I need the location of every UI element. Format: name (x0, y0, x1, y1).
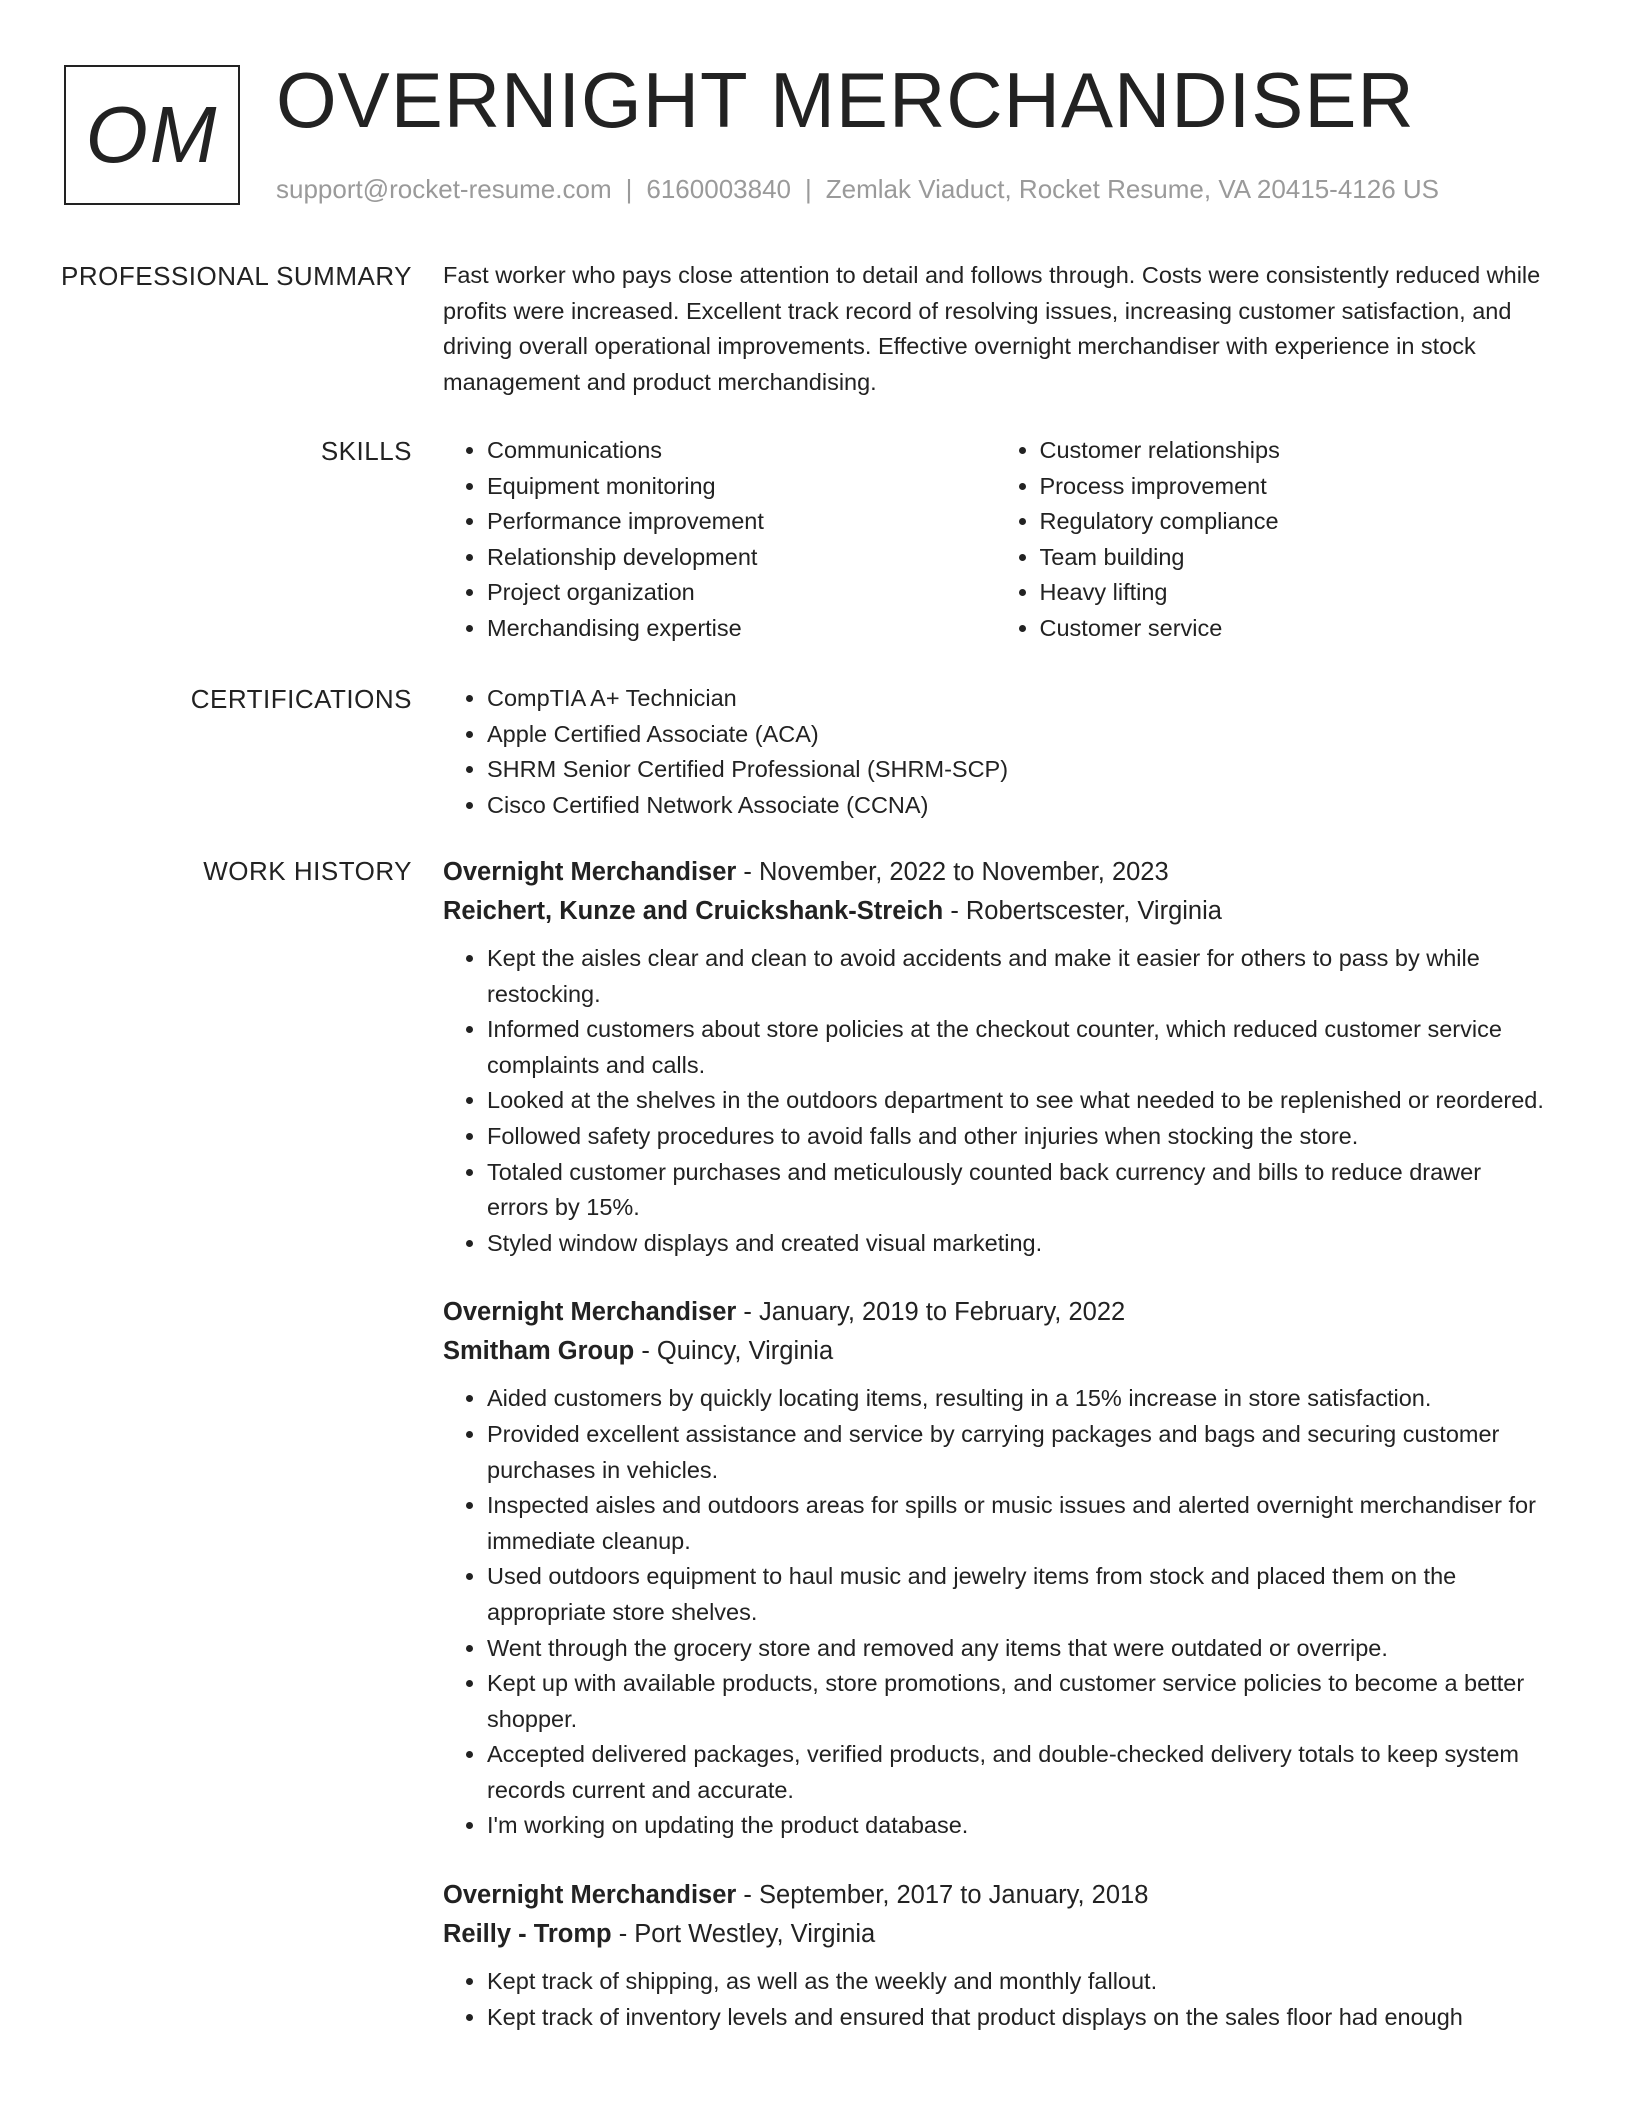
job-bullets (443, 1964, 1548, 2035)
contact-email[interactable]: support@rocket-resume.com (276, 174, 612, 204)
certifications-list (443, 681, 1548, 823)
certification-item: • SHRM Senior Certified Professional (SHRM-SCP) (487, 752, 1548, 788)
contact-separator: | (805, 174, 812, 204)
job-location: - Port Westley, Virginia (618, 1920, 876, 1949)
contact-line (276, 174, 1439, 205)
job-bullet: • Informed customers about store policies at the checkout counter, which reduced customer service complaints and calls. (487, 1012, 1548, 1083)
job-role: Overnight Merchandiser (443, 1298, 737, 1327)
skill-item: • Heavy lifting (1040, 575, 1549, 611)
job-bullet: • Went through the grocery store and removed any items that were outdated or overripe. (487, 1631, 1548, 1667)
job-entry (443, 1876, 1548, 2035)
skill-item: • Relationship development (487, 540, 996, 576)
job-bullet: • Kept track of shipping, as well as the weekly and monthly fallout. (487, 1964, 1548, 2000)
job-bullet: • Kept the aisles clear and clean to avoid accidents and make it easier for others to pass by while restocking. (487, 941, 1548, 1012)
summary-text: Fast worker who pays close attention to detail and follows through. Costs were consistently reduced while profits were increased. Excellent track record of resolving issues, increasing customer satisfaction, and driving overall operational improvements. Effective overnight merchandiser with experience in stock management and product merchandising. (443, 262, 1541, 395)
job-bullet: • Used outdoors equipment to haul music and jewelry items from stock and placed them on the appropriate store shelves. (487, 1559, 1548, 1630)
skills-list-right (996, 433, 1549, 647)
contact-address: Zemlak Viaduct, Rocket Resume, VA 20415-4126 US (825, 174, 1440, 204)
job-entry (443, 1293, 1548, 1844)
section-title-summary: PROFESSIONAL SUMMARY (61, 261, 412, 291)
skill-item: • Performance improvement (487, 504, 996, 540)
job-role: Overnight Merchandiser (443, 858, 737, 886)
job-bullet: • Inspected aisles and outdoors areas for spills or music issues and alerted overnight merchandiser for immediate cleanup. (487, 1488, 1548, 1559)
job-bullet: • Followed safety procedures to avoid falls and other injuries when stocking the store. (487, 1119, 1548, 1155)
job-company-line (443, 1915, 1548, 1954)
section-title-work-history: WORK HISTORY (203, 856, 412, 886)
job-location: - Quincy, Virginia (641, 1337, 834, 1366)
skill-item: • Communications (487, 433, 996, 469)
job-bullets (443, 1381, 1548, 1844)
skill-item: • Customer relationships (1040, 433, 1549, 469)
job-dates: - January, 2019 to February, 2022 (743, 1298, 1126, 1327)
job-bullet: • Provided excellent assistance and service by carrying packages and bags and securing customer purchases in vehicles. (487, 1417, 1548, 1488)
skill-item: • Equipment monitoring (487, 469, 996, 505)
job-title-line (443, 1293, 1548, 1332)
job-bullet: • Aided customers by quickly locating items, resulting in a 15% increase in store satisfaction. (487, 1381, 1548, 1417)
job-entry (443, 853, 1548, 1261)
skill-item: • Project organization (487, 575, 996, 611)
skill-item: • Process improvement (1040, 469, 1549, 505)
job-company-line (443, 1332, 1548, 1371)
page-title: OVERNIGHT MERCHANDISER (276, 56, 1415, 144)
job-bullet: • Styled window displays and created visual marketing. (487, 1226, 1548, 1262)
job-location: - Robertscester, Virginia (950, 897, 1222, 925)
skill-item: • Customer service (1040, 611, 1549, 647)
skills-list-left (443, 433, 996, 647)
job-role: Overnight Merchandiser (443, 1881, 737, 1910)
skill-item: • Regulatory compliance (1040, 504, 1549, 540)
job-company: Reichert, Kunze and Cruickshank-Streich (443, 897, 944, 925)
job-bullet: • I'm working on updating the product database. (487, 1808, 1548, 1844)
job-bullet: • Accepted delivered packages, verified products, and double-checked delivery totals to keep system records current and accurate. (487, 1737, 1548, 1808)
skill-item: • Merchandising expertise (487, 611, 996, 647)
contact-separator: | (625, 174, 633, 204)
contact-phone[interactable]: 6160003840 (646, 174, 791, 204)
job-bullet: • Totaled customer purchases and meticulously counted back currency and bills to reduce drawer errors by 15%. (487, 1155, 1548, 1226)
job-bullet: • Kept track of inventory levels and ensured that product displays on the sales floor had enough (487, 2000, 1548, 2036)
job-bullets (443, 941, 1548, 1261)
certification-item: • Cisco Certified Network Associate (CCNA) (487, 788, 1548, 824)
certification-item: • CompTIA A+ Technician (487, 681, 1548, 717)
job-company: Smitham Group (443, 1337, 635, 1366)
job-title-line (443, 1876, 1548, 1915)
job-company-line (443, 892, 1548, 931)
job-dates: - September, 2017 to January, 2018 (743, 1881, 1149, 1910)
monogram: OM (64, 65, 240, 205)
certification-item: • Apple Certified Associate (ACA) (487, 717, 1548, 753)
job-bullet: • Kept up with available products, store promotions, and customer service policies to become a better shopper. (487, 1666, 1548, 1737)
job-title-line (443, 853, 1548, 892)
skill-item: • Team building (1040, 540, 1549, 576)
section-title-skills: SKILLS (320, 436, 412, 466)
job-company: Reilly - Tromp (443, 1920, 612, 1949)
section-title-certifications: CERTIFICATIONS (190, 684, 412, 714)
job-dates: - November, 2022 to November, 2023 (743, 858, 1169, 886)
job-bullet: • Looked at the shelves in the outdoors department to see what needed to be replenished or reordered. (487, 1083, 1548, 1119)
